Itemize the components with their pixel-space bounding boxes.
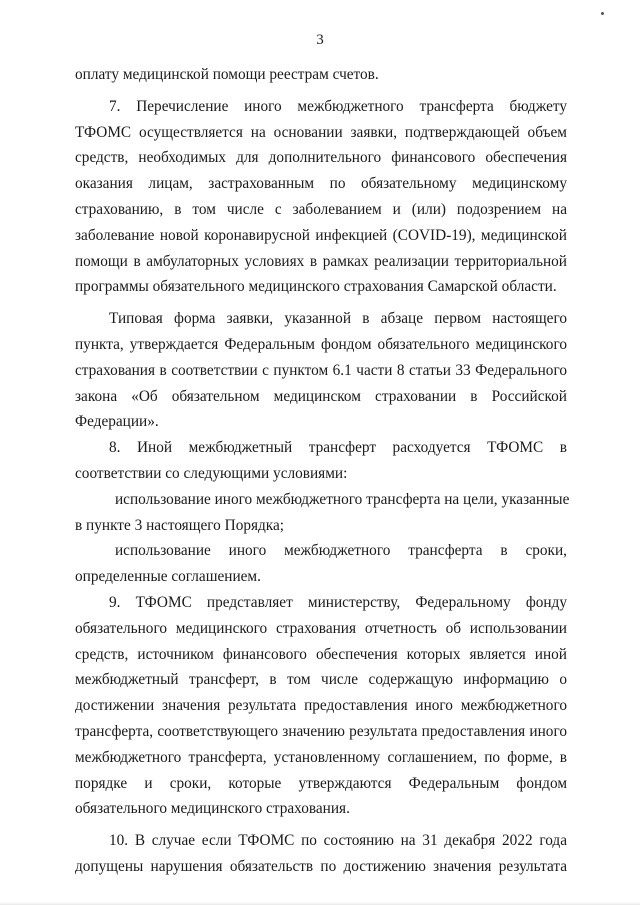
document-body xyxy=(75,62,570,880)
text-line: оплату медицинской помощи реестрам счетов. xyxy=(75,66,379,83)
text-line: 9. ТФОМС представляет министерству, Федеральному фонду xyxy=(109,593,567,611)
text-line: 10. В случае если ТФОМС по состоянию на 31 декабря 2022 года xyxy=(109,832,567,850)
text-line: межбюджетного трансферта, установленному соглашением, по форме, в xyxy=(75,748,567,766)
text-line: достижении значения результата предоставления иного межбюджетного xyxy=(75,697,567,715)
text-line: обязательного медицинского страхования. xyxy=(75,800,350,818)
page-number: 3 xyxy=(316,32,324,48)
text-line: определенные соглашением. xyxy=(75,568,261,586)
text-line: порядке и сроки, которые утверждаются Федеральным фондом xyxy=(75,774,567,792)
text-line: межбюджетный трансферт, в том числе содержащую информацию о xyxy=(75,671,567,689)
text-line: 8. Иной межбюджетный трансферт расходуется ТФОМС в xyxy=(109,439,567,457)
text-line: Федерации». xyxy=(75,413,159,431)
text-line: в пункте 3 настоящего Порядка; xyxy=(75,516,285,534)
text-line: использование иного межбюджетного трансферта в сроки, xyxy=(115,542,567,560)
scan-dot xyxy=(601,12,604,15)
text-line: страхованию, в том числе с заболеванием и (или) подозрением на xyxy=(75,200,567,218)
text-line: допущены нарушения обязательств по достижению значения результата xyxy=(75,857,567,875)
text-line: ТФОМС осуществляется на основании заявки, подтверждающей объем xyxy=(75,123,567,141)
text-line: использование иного межбюджетного трансферта на цели, указанные xyxy=(115,490,570,508)
text-line: обязательного медицинского страхования отчетность об использовании xyxy=(75,619,567,637)
text-line: Типовая форма заявки, указанной в абзаце первом настоящего xyxy=(109,310,567,328)
text-line: страхования в соответствии с пунктом 6.1 части 8 статьи 33 Федерального xyxy=(75,361,567,379)
text-line: средств, источником финансового обеспечения которых является иной xyxy=(75,645,567,663)
text-line: пункта, утверждается Федеральным фондом обязательного медицинского xyxy=(75,335,567,353)
text-line: заболевание новой коронавирусной инфекцией (COVID-19), медицинской xyxy=(75,226,567,244)
text-line: закона «Об обязательном медицинском страховании в Российской xyxy=(75,387,567,405)
text-line: 7. Перечисление иного межбюджетного трансферта бюджету xyxy=(109,97,567,115)
text-line: трансферта, соответствующего значению результата предоставления иного xyxy=(75,722,567,740)
text-line: соответствии со следующими условиями: xyxy=(75,464,348,482)
text-line: средств, необходимых для дополнительного финансового обеспечения xyxy=(75,149,567,167)
text-line: помощи в амбулаторных условиях в рамках реализации территориальной xyxy=(75,252,567,270)
text-line: оказания лицам, застрахованным по обязательному медицинскому xyxy=(75,175,567,193)
text-line: программы обязательного медицинского страхования Самарской области. xyxy=(75,278,557,296)
